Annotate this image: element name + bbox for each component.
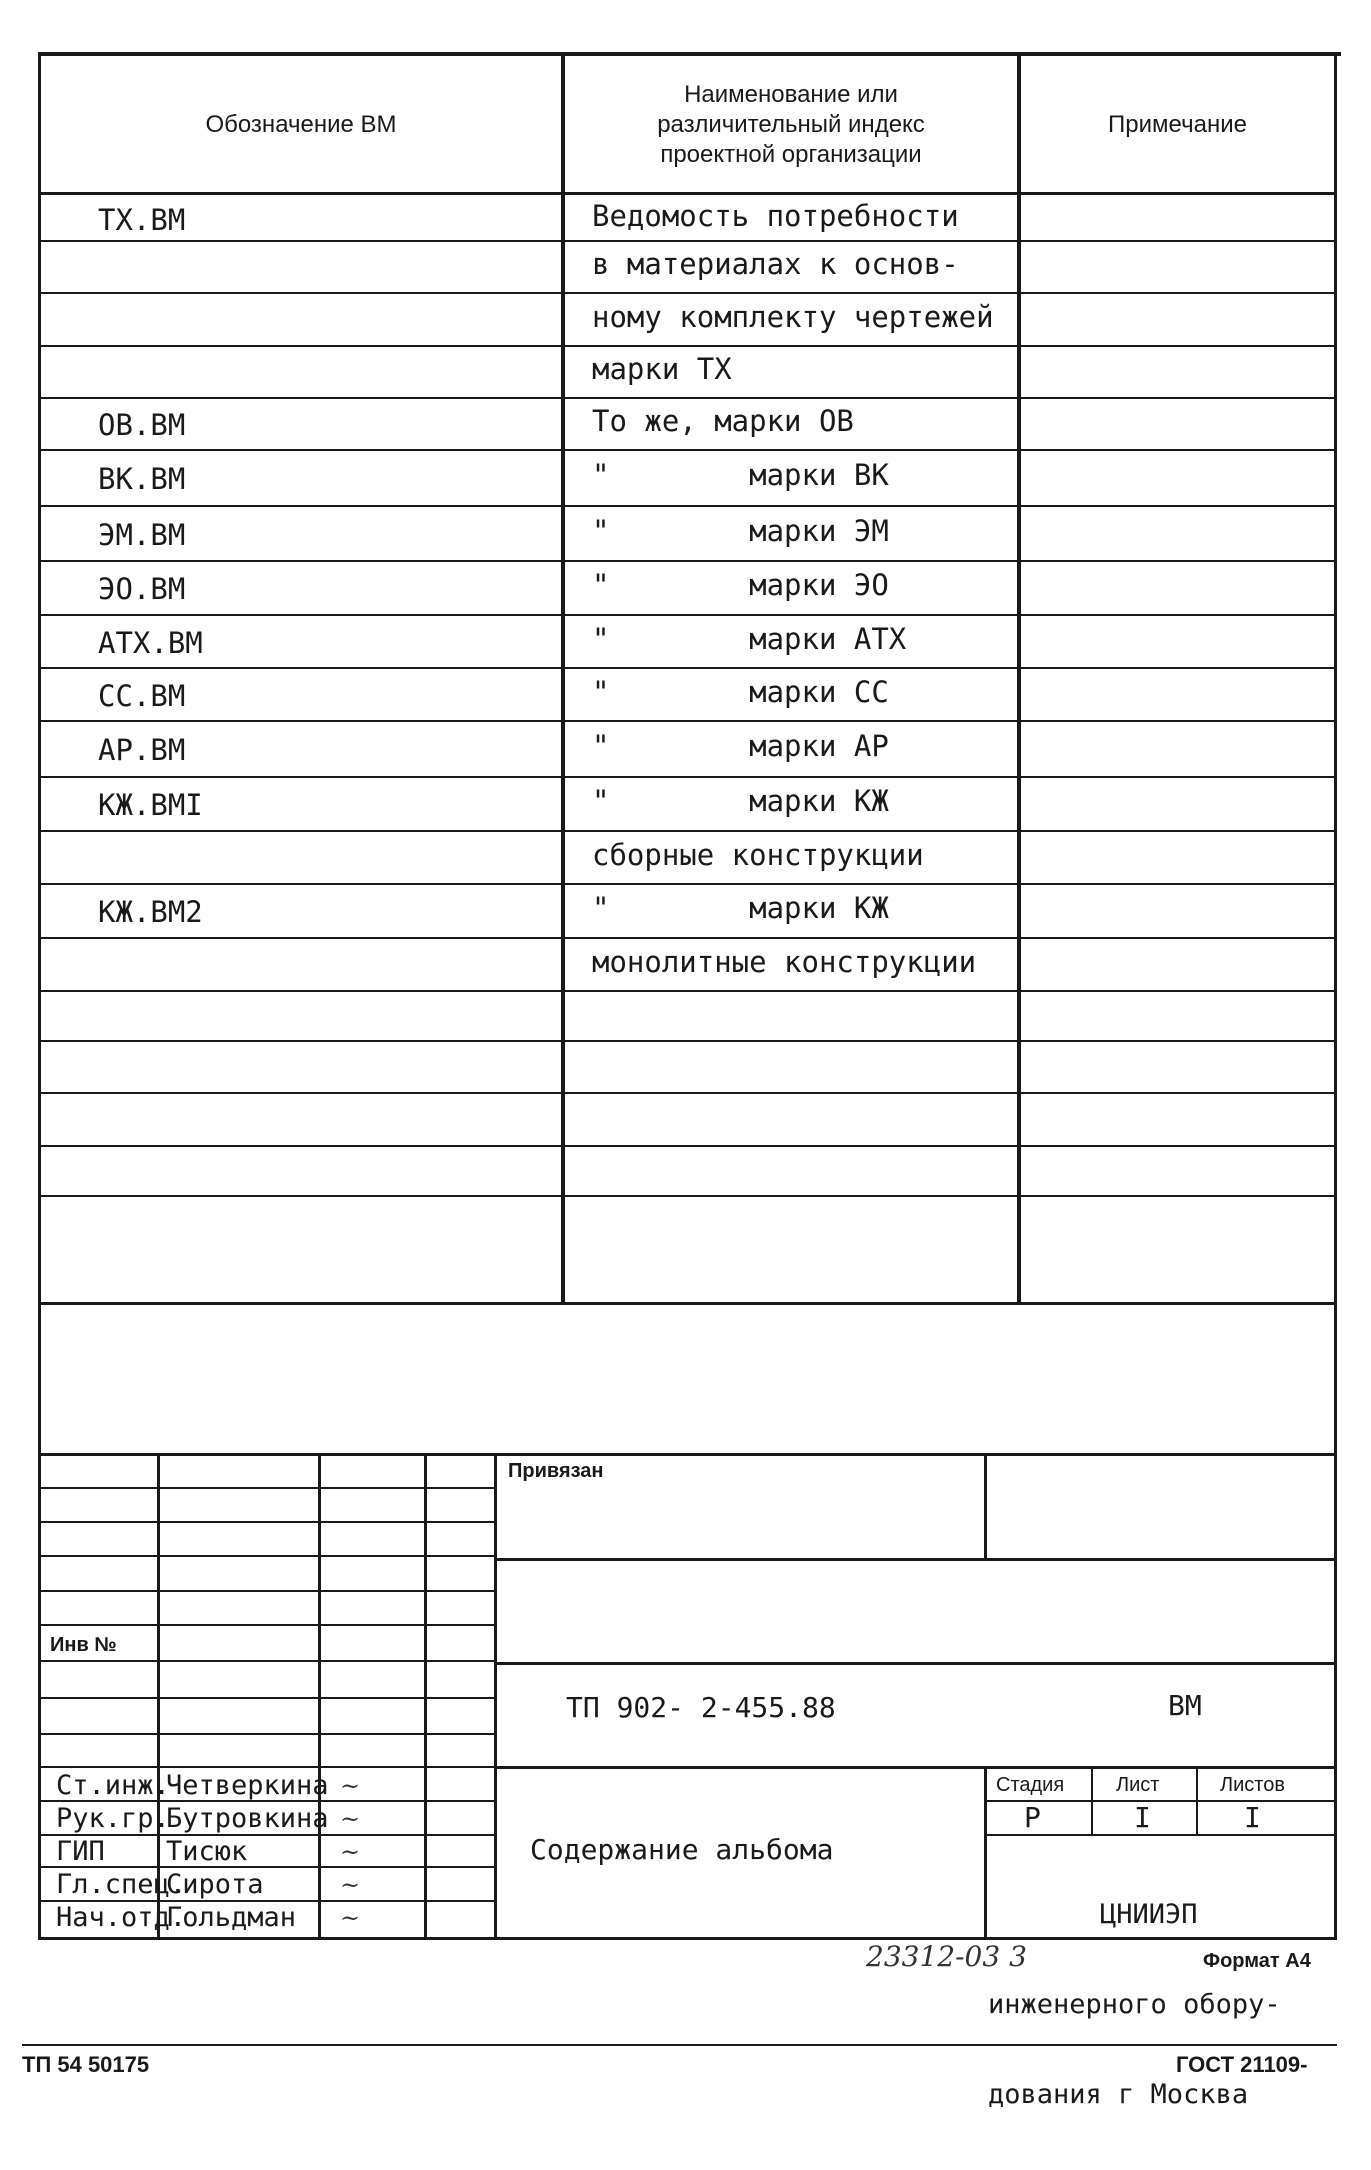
row-code: ТХ.ВМ xyxy=(98,203,186,237)
tb-vline-b xyxy=(318,1453,321,1937)
tb-vline-main xyxy=(494,1453,497,1937)
signature-grid-line xyxy=(41,1697,494,1699)
row-name: " марки ВК xyxy=(592,458,889,492)
signature-grid-line xyxy=(41,1624,494,1626)
row-name: марки ТХ xyxy=(592,352,732,386)
footer-gost: ГОСТ 21109- xyxy=(1176,2052,1308,2077)
signature-grid-line xyxy=(41,1521,494,1523)
footer-rule xyxy=(22,2044,1337,2046)
row-code: АР.ВМ xyxy=(98,733,186,767)
tb-top xyxy=(41,1453,1337,1456)
document-title: Содержание альбома xyxy=(530,1833,834,1866)
signature-grid-line xyxy=(41,1555,494,1557)
document-code: ТП 902- 2-455.88 xyxy=(566,1691,836,1724)
row-name: монолитные конструкции xyxy=(592,945,977,979)
row-name: " марки АР xyxy=(592,729,889,763)
row-divider xyxy=(41,667,1334,669)
organization-line: инженерного обору- xyxy=(988,1989,1281,2020)
inv-no-label: Инв № xyxy=(50,1634,117,1656)
row-name: " марки ЭМ xyxy=(592,514,889,548)
signature-grid-line xyxy=(41,1660,494,1662)
row-divider xyxy=(41,776,1334,778)
row-name: " марки КЖ xyxy=(592,891,889,925)
row-code: АТХ.ВМ xyxy=(98,626,203,660)
signature-name: Четверкина xyxy=(166,1770,329,1801)
row-divider xyxy=(41,937,1334,939)
row-divider xyxy=(41,883,1334,885)
row-divider xyxy=(41,1195,1334,1197)
signature-grid-line xyxy=(41,1487,494,1489)
tb-hline-3 xyxy=(494,1766,1337,1769)
signature-name: Тисюк xyxy=(166,1836,248,1867)
row-name: сборные конструкции xyxy=(592,838,924,872)
signature-role: Гл.спец. xyxy=(56,1869,187,1900)
header-note: Примечание xyxy=(1108,111,1247,138)
frame-left xyxy=(38,52,41,1940)
row-code: ЭО.ВМ xyxy=(98,572,186,606)
row-divider xyxy=(41,240,1334,242)
frame-top xyxy=(38,52,1341,56)
row-name: ному комплекту чертежей xyxy=(592,300,994,334)
frame-right xyxy=(1334,52,1337,1940)
handwritten-signature: ~ xyxy=(340,1805,361,1833)
header-name-line: различительный индекс xyxy=(657,111,925,138)
signature-name: Бутровкина xyxy=(166,1803,329,1834)
signature-grid-line xyxy=(41,1866,494,1868)
row-code: ОВ.ВМ xyxy=(98,408,186,442)
signature-role: Рук.гр. xyxy=(56,1803,170,1834)
row-name: То же, марки ОВ xyxy=(592,404,854,438)
organization xyxy=(988,1840,1281,2170)
row-divider xyxy=(41,990,1334,992)
sheets-value: I xyxy=(1244,1801,1261,1834)
handwritten-signature: ~ xyxy=(340,1838,361,1866)
signature-grid-line xyxy=(41,1590,494,1592)
header-designation: Обозначение ВМ xyxy=(205,111,397,138)
signature-role: ГИП xyxy=(56,1836,105,1867)
tb-vline-c xyxy=(424,1453,427,1937)
row-divider xyxy=(41,505,1334,507)
table-end xyxy=(38,1302,1337,1305)
signature-role: Нач.отд. xyxy=(56,1902,187,1933)
row-code: КЖ.ВМI xyxy=(98,788,203,822)
tb-hline-2 xyxy=(494,1662,1337,1665)
tb-privyazan-sep xyxy=(984,1453,987,1558)
stage-value: Р xyxy=(1024,1801,1041,1834)
privyazan-label: Привязан xyxy=(508,1460,604,1482)
tb-stage-vsep-2 xyxy=(1196,1766,1198,1836)
row-divider xyxy=(41,1040,1334,1042)
row-divider xyxy=(41,614,1334,616)
row-divider xyxy=(41,720,1334,722)
row-name: " марки ЭО xyxy=(592,568,889,602)
row-divider xyxy=(41,292,1334,294)
sheet-value: I xyxy=(1134,1801,1151,1834)
tb-stage-vsep-1 xyxy=(1091,1766,1093,1836)
tb-hline-1 xyxy=(494,1558,1337,1561)
row-name: " марки КЖ xyxy=(592,784,889,818)
handwritten-signature: ~ xyxy=(340,1871,361,1899)
sheet-label: Лист xyxy=(1116,1774,1160,1796)
signature-name: Сирота xyxy=(166,1869,264,1900)
tb-stage-vline xyxy=(984,1766,987,1937)
row-name: в материалах к основ- xyxy=(592,247,959,281)
sheets-label: Листов xyxy=(1220,1774,1285,1796)
organization-line: ЦНИИЭП xyxy=(1100,1899,1198,1930)
signature-grid-line xyxy=(41,1766,494,1768)
header-bottom xyxy=(38,192,1337,195)
signature-name: Гольдман xyxy=(166,1902,297,1933)
row-name: Ведомость потребности xyxy=(592,199,959,233)
footer-left-code: ТП 54 50175 xyxy=(22,2052,150,2077)
header-name-line: проектной организации xyxy=(660,141,922,168)
header-name-line: Наименование или xyxy=(684,81,898,108)
format-label: Формат А4 xyxy=(1203,1950,1311,1972)
row-divider xyxy=(41,560,1334,562)
document-mark: ВМ xyxy=(1168,1689,1202,1722)
handwritten-signature: ~ xyxy=(340,1904,361,1932)
row-divider xyxy=(41,449,1334,451)
signature-grid-line xyxy=(41,1733,494,1735)
row-name: " марки СС xyxy=(592,675,889,709)
row-name: " марки АТХ xyxy=(592,622,907,656)
row-code: ВК.ВМ xyxy=(98,462,186,496)
header-name xyxy=(565,80,1017,170)
row-divider xyxy=(41,397,1334,399)
row-divider xyxy=(41,345,1334,347)
row-code: СС.ВМ xyxy=(98,679,186,713)
row-code: ЭМ.ВМ xyxy=(98,518,186,552)
row-divider xyxy=(41,830,1334,832)
row-code: КЖ.ВМ2 xyxy=(98,895,203,929)
tb-vline-a xyxy=(157,1453,160,1937)
row-divider xyxy=(41,1145,1334,1147)
row-divider xyxy=(41,1092,1334,1094)
handwritten-signature: ~ xyxy=(340,1772,361,1800)
organization-line: дования г Москва xyxy=(988,2079,1249,2110)
stage-label: Стадия xyxy=(996,1774,1065,1796)
tb-stage-hline-2 xyxy=(984,1834,1337,1836)
signature-role: Ст.инж. xyxy=(56,1770,170,1801)
handwritten-number: 23312-03 3 xyxy=(866,1940,1027,1973)
